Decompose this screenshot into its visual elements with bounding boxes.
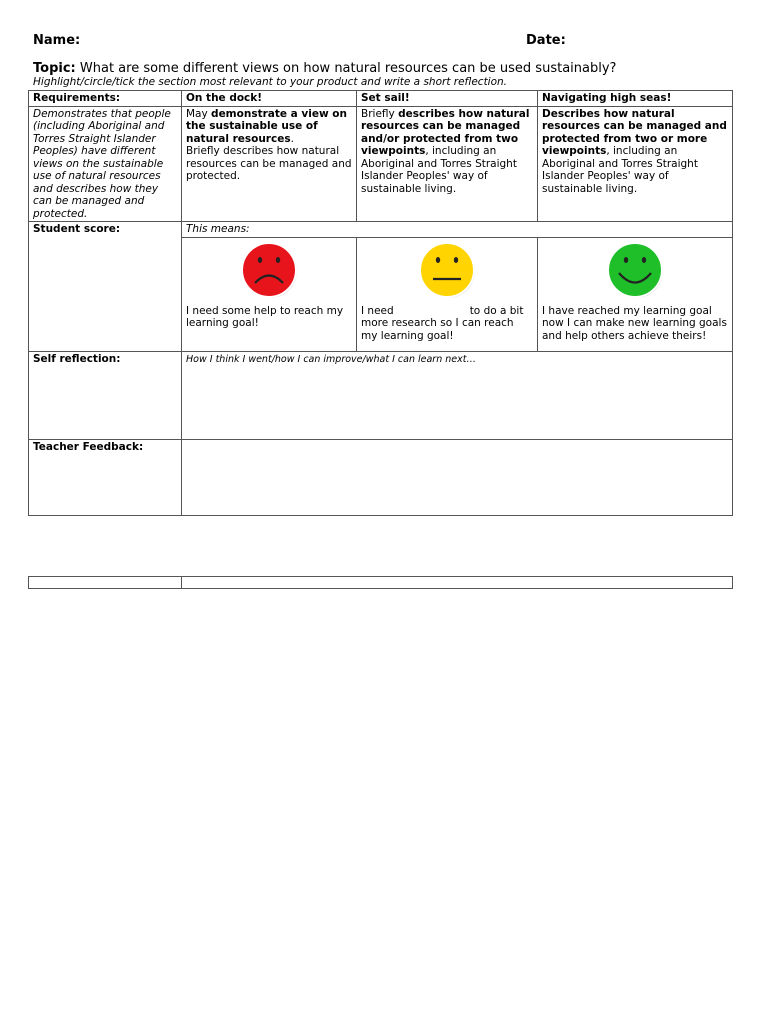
teacher-feedback-label: Teacher Feedback: xyxy=(29,439,182,515)
level-sail-cell[interactable] xyxy=(357,106,538,222)
this-means-label: This means: xyxy=(182,222,733,238)
empty-bottom-row xyxy=(29,577,733,589)
col-header-requirements: Requirements: xyxy=(29,91,182,107)
teacher-feedback-row xyxy=(29,439,733,515)
sail-text-a: Briefly xyxy=(361,107,399,120)
name-label: Name: xyxy=(33,33,81,48)
seas-text-b: , including an Aboriginal and Torres Straight Islander Peoples' way of sustainable living. xyxy=(542,145,698,195)
dock-text-a: May xyxy=(186,107,212,120)
col-header-set-sail: Set sail! xyxy=(357,91,538,107)
criteria-row xyxy=(29,106,733,222)
face-happy-text: I have reached my learning goal now I can make new learning goals and help others achieve theirs! xyxy=(542,304,727,342)
student-score-row xyxy=(29,222,733,238)
empty-cell-right xyxy=(182,577,733,589)
empty-cell-left xyxy=(29,577,182,589)
self-reflection-prompt: How I think I went/how I can improve/what I can learn next… xyxy=(186,353,476,365)
happy-face-icon xyxy=(605,240,665,300)
date-label: Date: xyxy=(526,33,566,48)
topic-label: Topic: xyxy=(33,61,76,76)
self-reflection-area[interactable] xyxy=(182,351,733,439)
sail-text-b: describes how natural resources can be managed and/or protected from two viewpoints xyxy=(361,107,530,157)
dock-text-c: . xyxy=(290,132,294,145)
student-score-label: Student score: xyxy=(29,222,182,352)
face-cell-happy[interactable] xyxy=(538,237,733,351)
face-neutral-text-a: I need xyxy=(361,304,394,317)
face-neutral-text-b: to do a bit more research so I can reach my learning goal! xyxy=(361,304,524,342)
self-reflection-label: Self reflection: xyxy=(29,351,182,439)
rubric-header-row xyxy=(29,91,733,107)
col-header-high-seas: Navigating high seas! xyxy=(538,91,733,107)
sail-text-c: , including an Aboriginal and Torres Straight Islander Peoples' way of sustainable living. xyxy=(361,145,517,195)
teacher-feedback-area[interactable] xyxy=(182,439,733,515)
neutral-face-icon xyxy=(417,240,477,300)
col-header-on-the-dock: On the dock! xyxy=(182,91,357,107)
level-seas-cell[interactable] xyxy=(538,106,733,222)
face-sad-text: I need some help to reach my learning goal! xyxy=(186,304,344,329)
rubric-table xyxy=(28,90,733,516)
dock-text-b: demonstrate a view on the sustainable use of natural resources xyxy=(186,107,347,145)
level-dock-cell[interactable] xyxy=(182,106,357,222)
face-cell-neutral[interactable] xyxy=(357,237,538,351)
empty-bottom-table xyxy=(28,576,733,589)
topic-line xyxy=(33,61,616,76)
seas-text-a: Describes how natural resources can be managed and protected from two or more viewpoints xyxy=(542,107,727,157)
dock-text-2: Briefly describes how natural resources can be managed and protected. xyxy=(186,145,352,182)
requirement-description[interactable]: Demonstrates that people (including Aboriginal and Torres Straight Islander Peoples) have different views on the sustainable use of natural resources and describes how they can be managed and protected. xyxy=(29,106,182,222)
face-cell-sad[interactable] xyxy=(182,237,357,351)
self-reflection-row xyxy=(29,351,733,439)
instructions: Highlight/circle/tick the section most relevant to your product and write a short reflection. xyxy=(33,76,508,88)
sad-face-icon xyxy=(239,240,299,300)
topic-text: What are some different views on how natural resources can be used sustainably? xyxy=(75,61,617,76)
